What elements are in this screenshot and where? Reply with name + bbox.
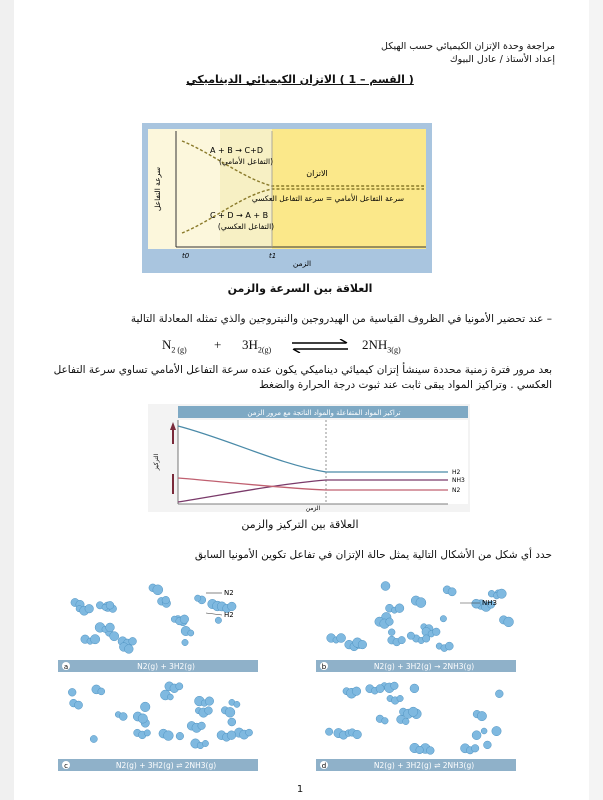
molecule bbox=[110, 632, 119, 641]
panel-a-equation: N2(g) + 3H2(g) bbox=[137, 662, 195, 671]
molecule bbox=[138, 714, 147, 723]
panel-d bbox=[316, 682, 516, 771]
equality-label: سرعة التفاعل الأمامي = سرعة التفاعل العكسي bbox=[251, 194, 404, 203]
molecule bbox=[124, 645, 133, 654]
molecule bbox=[85, 604, 94, 613]
panel-a-label-n2: N2 bbox=[224, 589, 234, 597]
molecule bbox=[416, 746, 424, 754]
panel-b-equation: N2(g) + 3H2(g) → 2NH3(g) bbox=[373, 662, 475, 671]
molecule bbox=[376, 685, 384, 693]
molecule bbox=[167, 694, 173, 700]
concentration-time-figure bbox=[148, 404, 470, 512]
forward-equation: A + B → C+D bbox=[210, 146, 263, 155]
molecule bbox=[497, 589, 506, 598]
molecule bbox=[129, 637, 137, 645]
molecule bbox=[382, 718, 389, 725]
figure1-caption: العلاقة بين السرعة والزمن bbox=[227, 282, 373, 295]
molecule bbox=[90, 635, 99, 644]
molecule bbox=[74, 701, 82, 709]
molecule bbox=[215, 617, 221, 623]
molecule bbox=[180, 615, 189, 624]
equilibrium-label: الاتزان bbox=[306, 169, 328, 178]
molecule bbox=[119, 713, 127, 721]
reaction-equation bbox=[162, 337, 462, 357]
figure2-banner-text: تراكيز المواد المتفاعلة والمواد الناتجة مع مرور الزمن bbox=[247, 409, 401, 417]
legend-h2: H2 bbox=[452, 469, 461, 476]
molecule bbox=[352, 687, 361, 696]
molecule bbox=[205, 697, 214, 706]
molecule-panels bbox=[56, 575, 556, 775]
molecule bbox=[391, 682, 399, 690]
molecule bbox=[90, 735, 97, 742]
panel-d-molecules bbox=[325, 682, 503, 754]
molecule bbox=[358, 640, 367, 649]
page-right-edge bbox=[589, 0, 603, 800]
molecule bbox=[472, 731, 481, 740]
panel-c bbox=[58, 682, 258, 771]
molecule bbox=[395, 604, 404, 613]
molecule bbox=[106, 601, 114, 609]
n2-term: $N_{2 (g)}$ bbox=[162, 337, 187, 355]
molecule bbox=[388, 629, 395, 636]
molecule bbox=[176, 683, 183, 690]
molecule bbox=[410, 684, 419, 693]
molecule bbox=[433, 628, 441, 636]
molecule bbox=[188, 630, 194, 636]
header-line-2: إعداد الأستاذ / عادل البيوك bbox=[449, 54, 555, 65]
molecule bbox=[426, 747, 434, 755]
page-left-edge bbox=[0, 0, 14, 800]
molecule bbox=[202, 740, 208, 746]
molecule bbox=[228, 718, 236, 726]
molecule bbox=[176, 732, 184, 740]
molecule bbox=[386, 618, 394, 626]
paragraph-1: – عند تحضير الأمونيا في الظروف القياسية من الهيدروجين والنيتروجين والذي تمثله المعادلة التالية bbox=[130, 313, 552, 325]
panel-c-molecules bbox=[68, 682, 252, 749]
section-title: ( القسم – 1 ) الاتزان الكيميائي الديناميكي bbox=[186, 73, 414, 86]
molecule bbox=[481, 728, 487, 734]
molecule bbox=[495, 690, 503, 698]
figure2-caption: العلاقة بين التركيز والزمن bbox=[241, 518, 359, 531]
molecule bbox=[472, 599, 481, 608]
reverse-equation: C + D → A + B bbox=[210, 211, 269, 220]
molecule bbox=[409, 707, 418, 716]
molecule bbox=[153, 585, 163, 595]
rate-time-figure bbox=[142, 123, 432, 273]
molecule bbox=[227, 731, 236, 740]
molecule bbox=[484, 741, 492, 749]
molecule bbox=[164, 731, 174, 741]
panel-a-molecules bbox=[71, 584, 236, 654]
equilibrium-arrows-icon bbox=[290, 339, 350, 353]
molecule bbox=[337, 634, 346, 643]
molecule bbox=[492, 726, 501, 735]
molecule bbox=[381, 582, 390, 591]
h2-term: $3H_{2(g)}$ bbox=[242, 337, 272, 355]
molecule bbox=[140, 702, 150, 712]
molecule bbox=[325, 728, 332, 735]
molecule bbox=[398, 636, 405, 643]
t0-label: t0 bbox=[182, 252, 190, 260]
molecule bbox=[106, 623, 115, 632]
panel-c-equation: N2(g) + 3H2(g) ⇌ 2NH3(g) bbox=[115, 761, 217, 770]
plus-sign: + bbox=[214, 337, 222, 352]
molecule bbox=[162, 596, 170, 604]
molecule bbox=[440, 616, 446, 622]
molecule bbox=[445, 642, 453, 650]
figure2-y-label: التركيز bbox=[153, 453, 160, 471]
molecule bbox=[471, 745, 479, 753]
molecule bbox=[504, 617, 514, 627]
header bbox=[135, 40, 555, 66]
question-text: حدد أي شكل من الأشكال التالية يمثل حالة الإتزان في تفاعل تكوين الأمونيا السابق bbox=[194, 549, 552, 561]
paragraph-2: بعد مرور فترة زمنية محددة سينشأ إتزان كيميائي ديناميكي يكون عنده سرعة التفاعل الأمامي تساوي سرعة التفاعل العكسي . وتراكيز المواد يبقى ثابت عند ثبوت درجة الحرارة والضغط bbox=[53, 364, 552, 391]
legend-n2: N2 bbox=[452, 487, 461, 494]
t1-label: t1 bbox=[269, 252, 277, 260]
molecule bbox=[98, 688, 105, 695]
figure2-x-label: الزمن bbox=[305, 505, 321, 512]
molecule bbox=[353, 730, 362, 739]
y-axis-label: سرعة التفاعل bbox=[153, 166, 162, 212]
panel-a-letter: a bbox=[63, 663, 69, 671]
molecule bbox=[228, 602, 237, 611]
molecule bbox=[198, 722, 206, 730]
panel-b-molecules bbox=[327, 582, 514, 652]
molecule bbox=[182, 639, 188, 645]
x-axis-label: الزمن bbox=[292, 259, 312, 268]
molecule bbox=[68, 688, 76, 696]
page-number: 1 bbox=[296, 784, 304, 795]
panel-a-label-h2: H2 bbox=[224, 611, 234, 619]
molecule bbox=[144, 730, 150, 736]
panel-b-letter: b bbox=[321, 663, 327, 671]
molecule bbox=[448, 588, 456, 596]
molecule bbox=[407, 632, 414, 639]
molecule bbox=[397, 695, 403, 701]
molecule bbox=[195, 595, 201, 601]
panel-c-letter: c bbox=[64, 762, 68, 770]
legend-nh3: NH3 bbox=[452, 477, 465, 484]
panel-a bbox=[58, 584, 258, 672]
molecule bbox=[234, 701, 240, 707]
panel-b bbox=[316, 582, 516, 673]
header-line-1: مراجعة وحدة الإتزان الكيميائي حسب الهيكل bbox=[381, 41, 555, 52]
molecule bbox=[423, 635, 430, 642]
forward-label: (التفاعل الأمامي) bbox=[218, 157, 274, 166]
molecule bbox=[246, 729, 253, 736]
molecule bbox=[205, 707, 213, 715]
plot-area bbox=[178, 420, 468, 504]
molecule bbox=[477, 711, 486, 720]
panel-d-letter: d bbox=[321, 762, 327, 770]
reverse-label: (التفاعل العكسي) bbox=[217, 222, 275, 231]
panel-d-equation: N2(g) + 3H2(g) ⇌ 2NH3(g) bbox=[373, 761, 475, 770]
molecule bbox=[416, 598, 426, 608]
panel-b-label-nh3: NH3 bbox=[482, 599, 497, 607]
nh3-term: $2NH_{3(g)}$ bbox=[362, 337, 401, 355]
molecule bbox=[403, 718, 410, 725]
panel-a-pointer-h2 bbox=[206, 613, 222, 615]
molecule bbox=[225, 707, 235, 717]
